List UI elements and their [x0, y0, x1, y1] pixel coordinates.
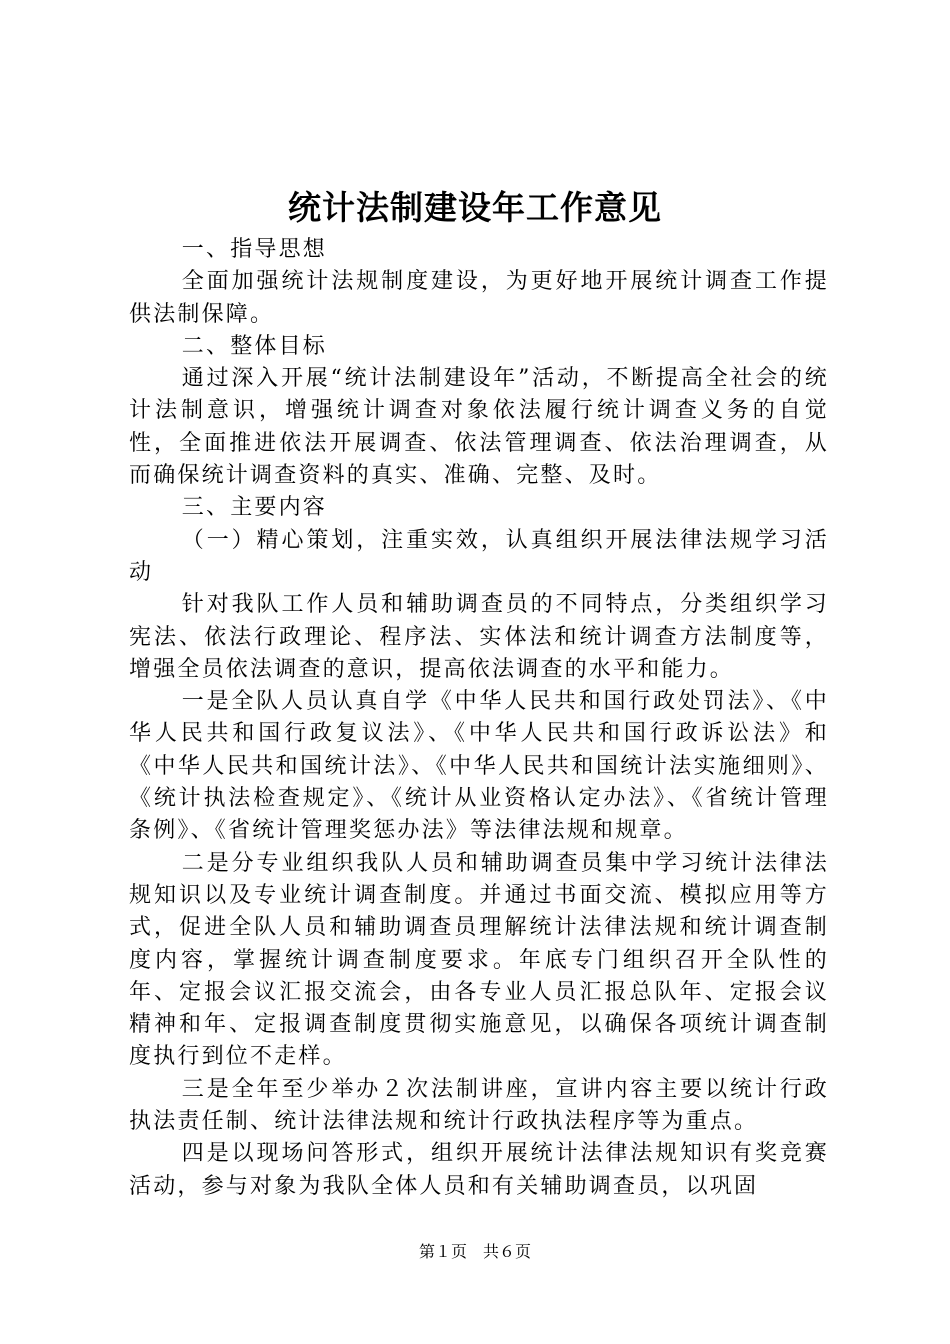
paragraph: 全面加强统计法规制度建设，为更好地开展统计调查工作提供法制保障。 — [129, 269, 829, 327]
document-body — [129, 234, 829, 1203]
paragraph: 二是分专业组织我队人员和辅助调查员集中学习统计法律法规知识以及专业统计调查制度。并通过书面交流、模拟应用等方式，促进全队人员和辅助调查员理解统计法律法规和统计调查制度内容，掌握统计调查制度要求。年底专门组织召开全队性的年、定报会议汇报交流会，由各专业人员汇报总队年、定报会议精神和年、定报调查制度贯彻实施意见，以确保各项统计调查制度执行到位不走样。 — [129, 850, 829, 1070]
paragraph: 三是全年至少举办２次法制讲座，宣讲内容主要以统计行政执法责任制、统计法律法规和统计行政执法程序等为重点。 — [129, 1076, 829, 1135]
paragraph: 一是全队人员认真自学《中华人民共和国行政处罚法》、《中华人民共和国行政复议法》、《中华人民共和国行政诉讼法》和《中华人民共和国统计法》、《中华人民共和国统计法实施细则》、《统计执法检查规定》、《统计从业资格认定办法》、《省统计管理条例》、《省统计管理奖惩办法》等法律法规和规章。 — [129, 689, 829, 844]
heading-main-content: 三、主要内容 — [181, 495, 327, 521]
heading-guiding-thought: 一、指导思想 — [181, 237, 327, 262]
paragraph: 通过深入开展“统计法制建设年”活动，不断提高全社会的统计法制意识，增强统计调查对象依法履行统计调查义务的自觉性，全面推进依法开展调查、依法管理调查、依法治理调查，从而确保统计调查资料的真实、准确、完整、及时。 — [129, 366, 829, 489]
subheading: （一）精心策划，注重实效，认真组织开展法律法规学习活动 — [129, 527, 829, 585]
document-title: 统计法制建设年工作意见 — [288, 188, 662, 227]
paragraph: 四是以现场问答形式，组织开展统计法律法规知识有奖竞赛活动，参与对象为我队全体人员和有关辅助调查员，以巩固 — [129, 1141, 829, 1199]
heading-overall-goal: 二、整体目标 — [181, 333, 327, 359]
paragraph: 针对我队工作人员和辅助调查员的不同特点，分类组织学习宪法、依法行政理论、程序法、实体法和统计调查方法制度等，增强全员依法调查的意识，提高依法调查的水平和能力。 — [129, 592, 829, 682]
page-number-footer: 第１页 共６页 — [418, 1242, 531, 1261]
